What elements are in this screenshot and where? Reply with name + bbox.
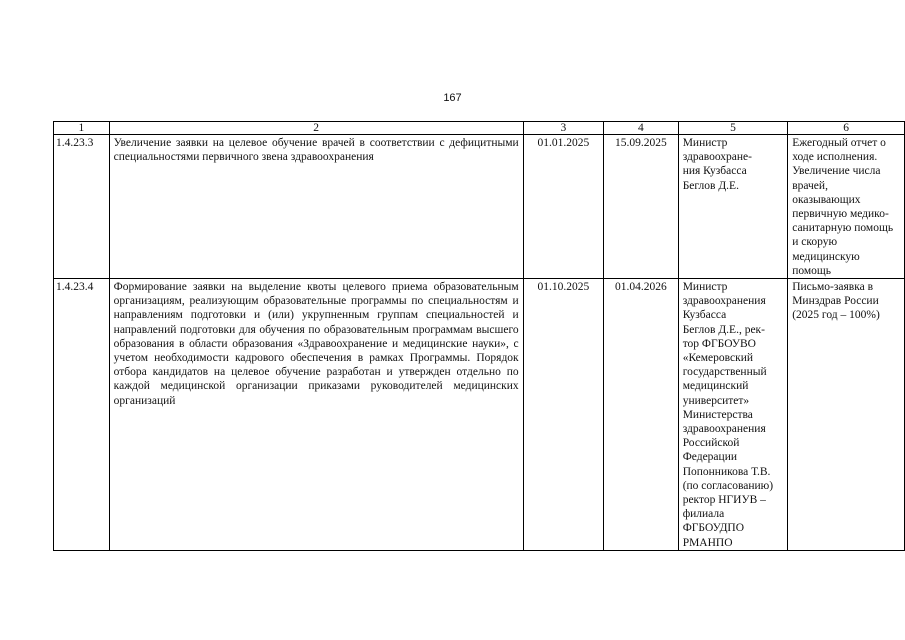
row-activity: Увеличение заявки на целевое обучение врачей в соответствии с дефицитными специальностями первичного звена здравоохранения <box>109 135 523 279</box>
row-result: Письмо-заявка в Минздрав России (2025 год – 100%) <box>788 279 905 551</box>
header-col-5: 5 <box>678 122 788 135</box>
header-col-6: 6 <box>788 122 905 135</box>
row-responsible: Министр здравоохране- ния Кузбасса Беглов Д.Е. <box>678 135 788 279</box>
page-number: 167 <box>443 92 462 104</box>
row-responsible: Министр здравоохранения Кузбасса Беглов Д.Е., рек- тор ФГБОУВО «Кемеровский государственный медицинский университет» Министерства здравоохранения Российской Федерации Попонникова Т.В. (по согласованию) ректор НГИУВ – филиала ФГБОУДПО РМАНПО <box>678 279 788 551</box>
row-result: Ежегодный отчет о ходе исполнения. Увеличение числа врачей, оказывающих первичную медико- санитарную помощь и скорую медицинскую помощь <box>788 135 905 279</box>
header-col-3: 3 <box>523 122 603 135</box>
plan-table <box>53 121 905 551</box>
row-start-date: 01.01.2025 <box>523 135 603 279</box>
header-col-1: 1 <box>54 122 110 135</box>
row-end-date: 15.09.2025 <box>604 135 679 279</box>
table-row <box>54 135 905 279</box>
header-col-4: 4 <box>604 122 679 135</box>
row-activity: Формирование заявки на выделение квоты целевого приема образовательным организациям, реализующим образовательные программы по специальностям и направлениям подготовки и (или) укрупненным группам специальностей и направлений подготовки для обучения по образовательным программам высшего образования в области образования «Здравоохранение и медицинские науки», с учетом необходимости кадрового обеспечения в рамках Программы. Порядок отбора кандидатов на целевое обучение разработан и утвержден отдельно по каждой медицинской организации приказами руководителей медицинских организаций <box>109 279 523 551</box>
row-start-date: 01.10.2025 <box>523 279 603 551</box>
row-code: 1.4.23.3 <box>54 135 110 279</box>
row-end-date: 01.04.2026 <box>604 279 679 551</box>
row-code: 1.4.23.4 <box>54 279 110 551</box>
table-row <box>54 279 905 551</box>
header-col-2: 2 <box>109 122 523 135</box>
header-row <box>54 122 905 135</box>
